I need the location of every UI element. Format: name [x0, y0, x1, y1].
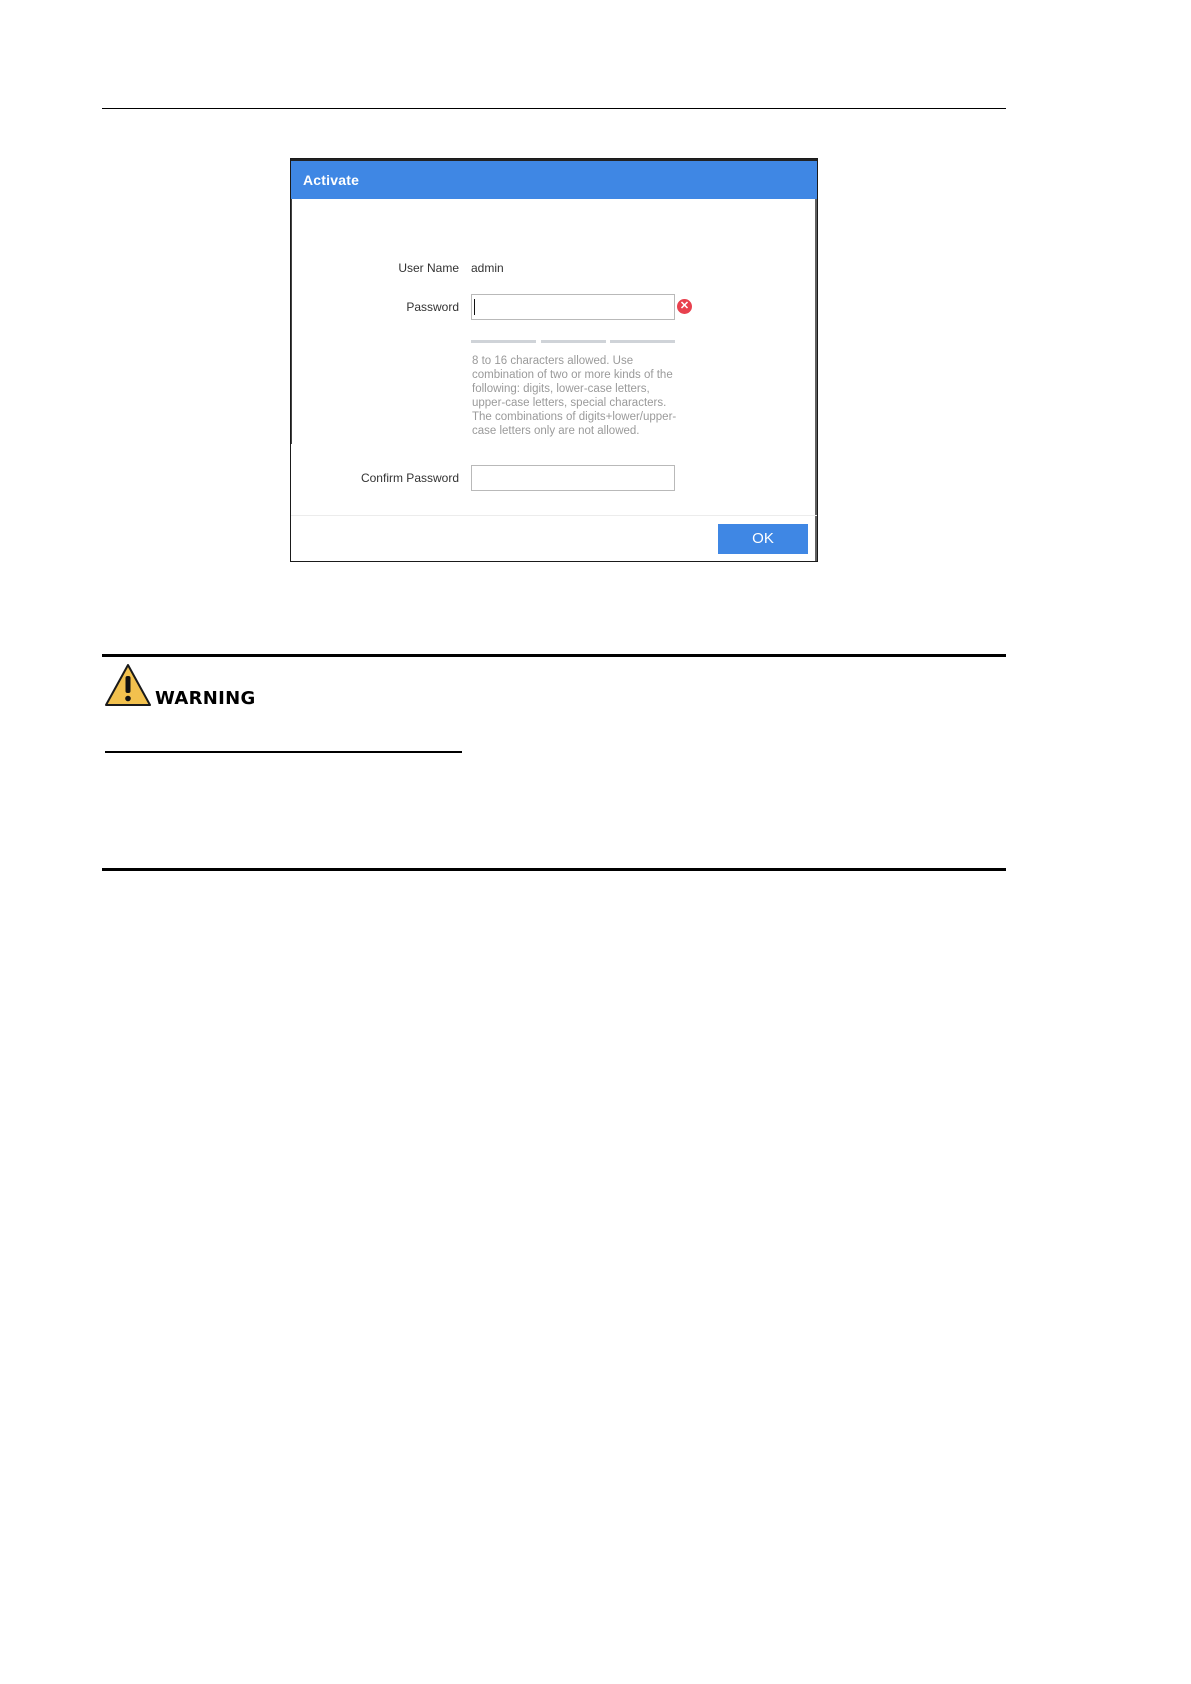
dialog-titlebar — [291, 161, 817, 199]
user-name-value: admin — [471, 261, 504, 275]
user-name-label: User Name — [398, 261, 459, 275]
error-x-icon: ✕ — [677, 299, 692, 314]
strength-bar-1 — [471, 340, 536, 343]
ok-button[interactable]: OK — [718, 524, 808, 554]
password-input[interactable] — [471, 294, 675, 320]
dialog-footer-separator — [291, 515, 817, 516]
confirm-password-label: Confirm Password — [360, 471, 459, 485]
warning-triangle-icon — [104, 663, 152, 707]
warning-bottom-rule — [102, 868, 1006, 871]
strength-bar-3 — [610, 340, 675, 343]
activate-dialog-screenshot — [290, 158, 818, 562]
strength-bar-2 — [541, 340, 606, 343]
password-hint: 8 to 16 characters allowed. Use combination of two or more kinds of the following: digits, lower-case letters, upper-case letters, special characters. The combinations of digits+lower/upper-case letters only are not allowed. — [472, 355, 677, 437]
warning-top-rule — [102, 654, 1006, 657]
dialog-title: Activate — [303, 172, 360, 188]
page-header-rule — [102, 108, 1006, 109]
warning-sub-rule — [105, 751, 462, 753]
text-caret — [474, 299, 475, 315]
warning-heading: WARNING — [155, 688, 256, 709]
dialog-left-edge — [291, 199, 292, 444]
dialog-right-edge — [815, 199, 817, 562]
password-label: Password — [406, 300, 459, 314]
confirm-password-input[interactable] — [471, 465, 675, 491]
